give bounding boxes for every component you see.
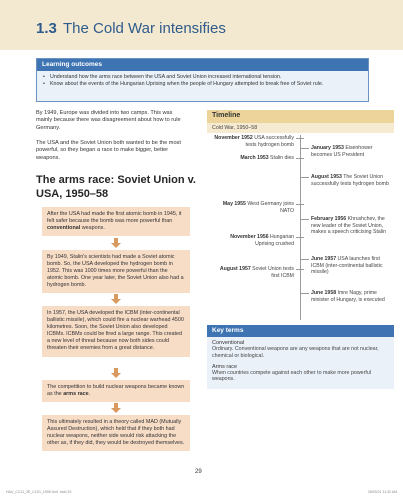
timeline-tick [301, 293, 309, 294]
key-term: Conventional [212, 340, 245, 346]
timeline-text: USA launches first ICBM (inter-continental ballistic missile) [311, 256, 383, 275]
timeline-text: Khrushchev, the new leader of the Soviet Union, makes a speech criticising Stalin [311, 216, 386, 235]
timeline-text: Hungarian Uprising crushed [255, 234, 294, 247]
section-title: The Cold War intensifies [63, 20, 226, 37]
timeline-date: November 1956 [230, 234, 269, 240]
timeline-event [311, 145, 391, 158]
down-arrow-icon [111, 294, 121, 304]
timeline-event [212, 135, 294, 148]
timeline-tick [296, 269, 304, 270]
timeline-event [311, 290, 391, 303]
timeline-date: June 1958 [311, 290, 337, 296]
timeline-text: Stalin dies [268, 155, 294, 161]
timeline-text: Eisenhower becomes US President [311, 145, 373, 158]
timeline-date: November 1952 [214, 135, 253, 141]
page-number: 29 [195, 469, 202, 475]
down-arrow-icon [111, 238, 121, 248]
timeline-date: August 1957 [219, 266, 251, 272]
timeline-tick [296, 158, 304, 159]
timeline-event [212, 234, 294, 247]
down-arrow-icon [111, 403, 121, 413]
key-terms-box [207, 337, 394, 389]
key-term-definition: Ordinary. Conventional weapons are any weapons that are not nuclear, chemical or biological. [212, 346, 379, 359]
flow-keyword: arms race [63, 391, 89, 398]
flow-text: After the USA had made the first atomic bomb in 1945, it felt safer because the bomb was more powerful than [47, 211, 182, 225]
flow-text: The competition to build nuclear weapons became known as the [47, 384, 185, 398]
section-heading-band [0, 0, 403, 50]
flow-text: By 1949, Stalin's scientists had made a Soviet atomic bomb. So, the USA developed the hydrogen bomb in 1952. This was 1000 times more powerful than the atomic bomb. One year later, the Soviet Union also had a hydrogen bomb. [47, 254, 184, 289]
down-arrow-icon [111, 368, 121, 378]
timeline-subtitle: Cold War, 1950–58 [207, 123, 394, 133]
timeline-event [311, 216, 391, 236]
timeline-event [311, 174, 391, 187]
flow-box-3 [42, 306, 190, 357]
timeline-tick [296, 237, 304, 238]
outcome-item: • Know about the events of the Hungarian Uprising when the people of Hungary attempted to break free of Soviet rule. [43, 81, 362, 88]
timeline-date: June 1957 [311, 256, 337, 262]
timeline-text: West Germany joins NATO [245, 201, 294, 214]
timeline-date: August 1953 [311, 174, 342, 180]
timeline-text: USA successfully tests hydrogen bomb [245, 135, 294, 148]
timeline-text: Soviet Union tests first ICBM [250, 266, 294, 279]
timeline-tick [301, 259, 309, 260]
flow-text: . [88, 391, 91, 398]
key-terms-title: Key terms [207, 325, 394, 337]
print-footer-right: 26/03/21 11:32 AM [367, 490, 397, 494]
learning-outcomes-list [37, 71, 368, 88]
timeline-tick [301, 177, 309, 178]
flow-box-5 [42, 415, 190, 451]
timeline-event [212, 155, 294, 162]
flow-box-2 [42, 250, 190, 293]
flow-text: This ultimately resulted in a theory called MAD (Mutually Assured Destruction), which held that if they both had nuclear weapons, neither side would risk attacking the other as, if they did, they would be destroyed themselves. [47, 419, 185, 447]
timeline-tick [301, 219, 309, 220]
flow-text: In 1957, the USA developed the ICBM (inter-continental ballistic missile), which could fire a nuclear warhead 4500 kilometres. Soon, the Soviet Union also developed ICBMs. ICBMs could be fired a large range. This created a new level of threat because now both sides could threaten their enemies from a great distance. [47, 310, 184, 352]
timeline-title: Timeline [207, 110, 394, 123]
flow-keyword: conventional [47, 225, 81, 232]
timeline-event [212, 266, 294, 279]
arms-race-heading: The arms race: Soviet Union v. USA, 1950–58 [36, 174, 196, 200]
key-term-definition: When countries compete against each other to make more powerful weapons. [212, 369, 371, 383]
learning-outcomes-box [36, 58, 369, 102]
timeline-date: May 1955 [222, 201, 246, 207]
intro-paragraph-2: The USA and the Soviet Union both wanted to be the most powerful, so they began a race to make bigger, better weapons. [36, 140, 181, 161]
intro-paragraph-1: By 1949, Europe was divided into two camps. This was mainly because there was disagreement about how to rule Germany. [36, 110, 181, 131]
outcome-item: • Understand how the arms race between the USA and Soviet Union increased international tension. [43, 74, 362, 81]
section-number: 1.3 [36, 20, 57, 37]
timeline-event [311, 256, 391, 276]
timeline-tick [296, 138, 304, 139]
timeline-date: January 1953 [311, 145, 344, 151]
timeline-text: Imre Nagy, prime minister of Hungary, is executed [311, 290, 385, 303]
print-footer-left: HAU_CC11_2E_CLS1_1596 Unit .indd 29 [6, 490, 72, 494]
flow-box-1 [42, 207, 190, 236]
timeline-tick [301, 148, 309, 149]
timeline-date: February 1956 [311, 216, 347, 222]
learning-outcomes-title: Learning outcomes [37, 59, 368, 71]
timeline-text: The Soviet Union successfully tests hydrogen bomb [311, 174, 389, 187]
flow-box-4 [42, 380, 190, 402]
timeline-date: March 1953 [240, 155, 269, 161]
key-term: Arms race [212, 363, 238, 370]
flow-text: weapons. [80, 225, 105, 232]
timeline-tick [296, 204, 304, 205]
timeline-event [212, 201, 294, 214]
